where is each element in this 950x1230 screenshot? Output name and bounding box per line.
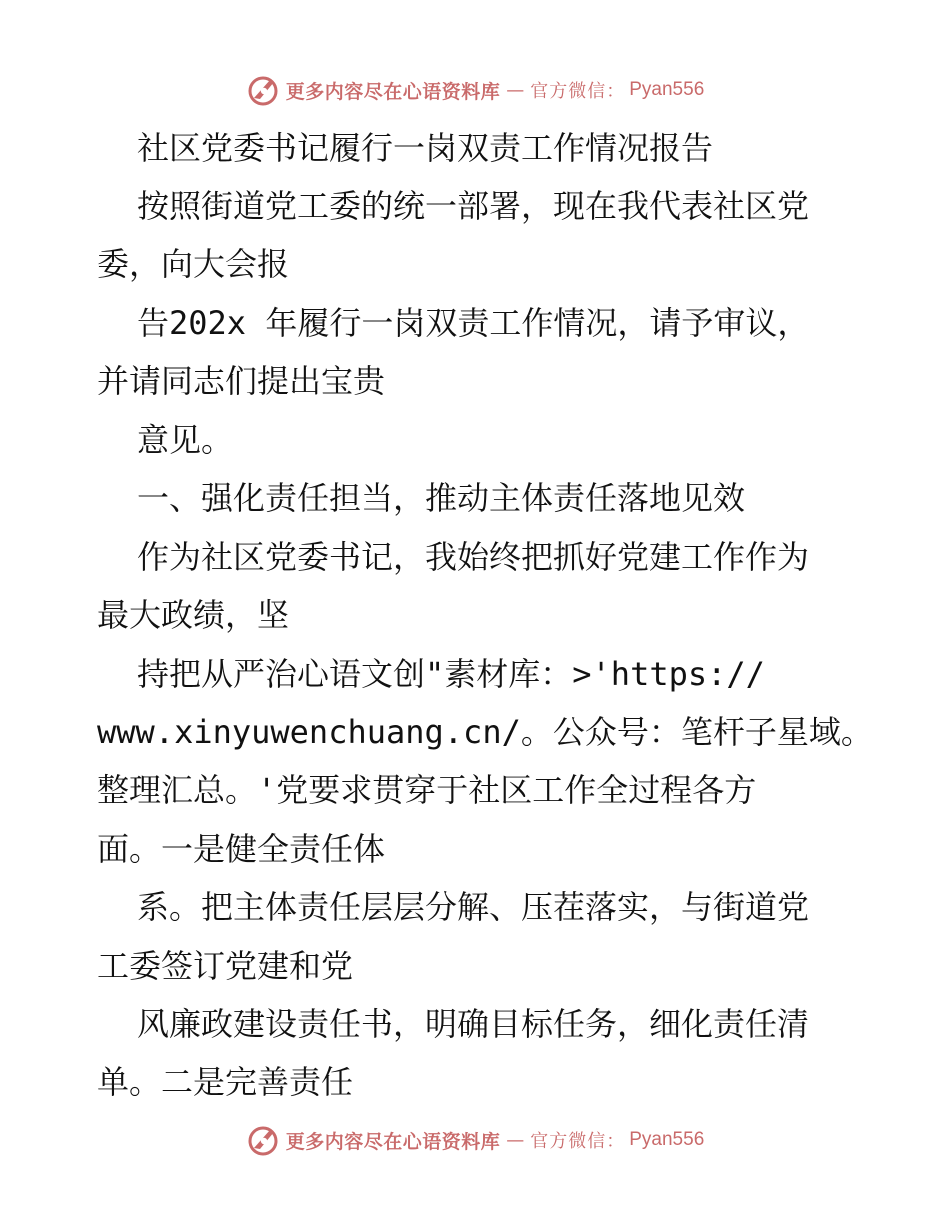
quill-in-circle-icon xyxy=(246,72,282,108)
paragraph-line: 按照街道党工委的统一部署，现在我代表社区党 xyxy=(137,187,810,225)
paragraph-line: 意见。 xyxy=(137,421,234,459)
paragraph-line: 并请同志们提出宝贵 xyxy=(97,362,386,400)
paragraph-line: 作为社区党委书记，我始终把抓好党建工作作为 xyxy=(137,538,810,576)
watermark-separator: — xyxy=(506,1129,525,1151)
paragraph-line: 面。一是健全责任体 xyxy=(97,830,386,868)
watermark-brand: 更多内容尽在心语资料库 xyxy=(285,80,501,103)
watermark-label: 官方微信： xyxy=(530,1131,626,1152)
watermark-brand: 更多内容尽在心语资料库 xyxy=(285,1130,501,1153)
section-heading: 一、强化责任担当，推动主体责任落地见效 xyxy=(137,479,746,517)
footer-watermark-content xyxy=(246,1122,705,1158)
paragraph-line: 最大政绩，坚 xyxy=(97,596,290,634)
header-watermark-content xyxy=(246,72,705,108)
header-watermark xyxy=(0,70,950,110)
paragraph-line: 系。把主体责任层层分解、压茬落实，与街道党 xyxy=(137,888,810,926)
document-title: 社区党委书记履行一岗双责工作情况报告 xyxy=(137,129,714,167)
quill-in-circle-icon xyxy=(246,1122,282,1158)
paragraph-line: www.xinyuwenchuang.cn/。公众号：笔杆子星域。 xyxy=(97,713,873,751)
watermark-account: Pyan556 xyxy=(629,79,705,100)
paragraph-line: 委，向大会报 xyxy=(97,245,290,283)
paragraph-line: 单。二是完善责任 xyxy=(97,1063,354,1101)
paragraph-line: 整理汇总。'党要求贯穿于社区工作全过程各方 xyxy=(97,771,757,809)
watermark-separator: — xyxy=(506,79,525,101)
watermark-label: 官方微信： xyxy=(530,81,626,102)
paragraph-line: 风廉政建设责任书，明确目标任务，细化责任清 xyxy=(137,1005,810,1043)
footer-watermark xyxy=(0,1120,950,1160)
paragraph-line: 告202x 年履行一岗双责工作情况，请予审议， xyxy=(137,304,810,342)
paragraph-line: 持把从严治心语文创"素材库：>'https:// xyxy=(137,655,765,693)
watermark-account: Pyan556 xyxy=(629,1129,705,1150)
paragraph-line: 工委签订党建和党 xyxy=(97,947,354,985)
